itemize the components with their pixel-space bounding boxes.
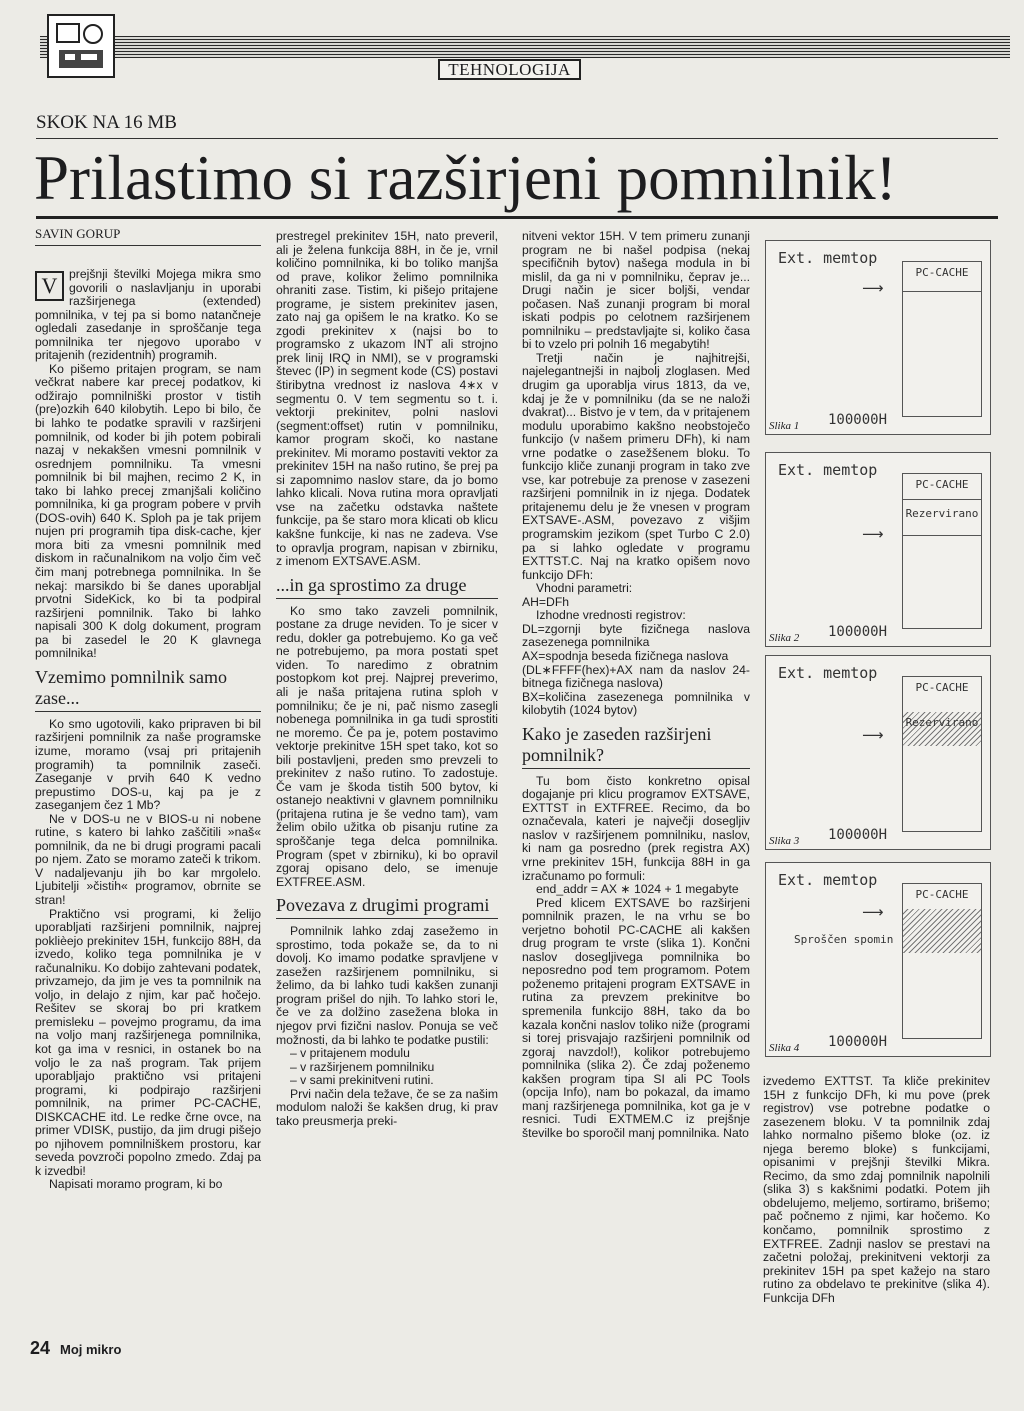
reserved-label: Rezervirano — [905, 507, 979, 520]
param-line: (DL∗FFFF(hex)+AX nam da naslov 24-bitnega fizičnega naslova) — [522, 662, 750, 691]
paragraph: Ne v DOS-u ne v BIOS-u ni nobene rutine, s katero bi lahko zaščitili »naš« pomnilnik, da ne bi drugi programi pacali po njem. Zato se moramo zateči k trikom. V nadaljevanju jih bo kar mrgolelo. Ljubitelji »čistih« programov, obrnite se stran! — [35, 811, 261, 907]
figure-slika-2 — [765, 452, 991, 647]
param-line: Izhodne vrednosti registrov: — [536, 608, 686, 623]
figure-slika-4 — [765, 862, 991, 1057]
cache-label: PC-CACHE — [915, 266, 969, 279]
list-item: – v sami prekinitveni rutini. — [290, 1073, 434, 1088]
paragraph: prestregel prekinitev 15H, nato preveril, ali je želena funkcija 88H, in če je, vrnil količino pomnilnika, ki bo toliko manjša od prave, kolikor želimo pomnilnika ohraniti zase. Tistim, ki pišejo pritajene programe, je sistem prekinitev jasen, zato naj ga opišem le na kratko. Ko se zgodi prekinitev x (najsi bo to programsko z ukazom INT ali strojno prek linij IRQ in NMI), se v programski števec (IP) in segment kode (CS) postavi štiribytna vrednost iz naslova 4∗x v segmentu 0. V tem segmentu so t. i. vektorji prekinitev, polni naslovi (segment:offset) rutin v pomnilniku, kamor program skoči, ko nastane prekinitev. Mi moramo postaviti vektor za prekinitev 15H na našo rutino, še prej pa si zapomnimo naslov stare, da jo bomo lahko klicali. Nova rutina mora opravljati vse na začetku odstavka naštete funkcije, pa še staro mora klicati ob klicu kakšne funkcije, ki nas ne zadeva. Vse to opravlja program, napisan v zbirniku, z imenom EXTSAVE.ASM. — [276, 229, 498, 569]
cache-label: PC-CACHE — [915, 888, 969, 901]
article-column-4 — [763, 1075, 990, 1305]
divider — [35, 245, 261, 246]
kicker: SKOK NA 16 MB — [36, 112, 177, 133]
drop-cap: V — [35, 271, 64, 301]
subheading: Vzemimo pomnilnik samo zase... — [35, 667, 261, 712]
address-label: 100000H — [828, 412, 888, 428]
param-line: DL=zgornji byte fizičnega naslova zasezenega pomnilnika — [522, 621, 750, 650]
header-stripe — [40, 36, 1010, 58]
arrow-right-icon: ⟶ — [862, 726, 884, 744]
memory-block — [902, 883, 982, 1039]
section-logo-icon — [47, 14, 115, 78]
paragraph: Napisati moramo program, ki bo — [49, 1177, 223, 1192]
address-label: 100000H — [828, 1034, 888, 1050]
paragraph: Ko smo tako zavzeli pomnilnik, postane za druge neviden. To je sicer v redu, dokler ga potrebujemo. Ko ga več ne potrebujemo, pa mora postati spet viden. To naredimo z obratnim postopkom kot prej. Najprej preverimo, ali je naša pritajena rutina sploh v pomnilniku; če je ni, pač nismo zasegli nobenega pomnilnika in ga tudi sprostiti ne moremo. Če pa je, potem postavimo vektorje prekinitve 15H spet tako, kot so bili postavljeni, preden smo prevzeli to prekinitev z našo rutino. To zadostuje. Če vam je škoda tistih 500 bytov, ki ostanejo neaktivni v glavnem pomnilniku (pritajena rutina je še vedno tam), vam želim obilo užitka ob pisanju rutine za sproščanje tega delca pomnilnika. Program (spet v zbirniku), ki bo opravil zgoraj opisano delo, se imenuje EXTFREE.ASM. — [276, 603, 498, 889]
paragraph: Prvi način dela težave, če se za našim modulom naloži še kakšen drug, ki prav tako preusmerja preki- — [276, 1086, 498, 1128]
address-label: 100000H — [828, 827, 888, 843]
reserved-hatched-area — [903, 712, 981, 746]
paragraph: Praktično vsi programi, ki želijo uporabljati razširjeni pomnilnik, najprej poklièejo prekinitev 15H, funkcijo 88H, da izvedo, koliko tega pomnilnika je v računalniku. Ko dobijo zahtevani podatek, privzamejo, da jim je ves ta pomnilnik na voljo, in delajo z njim, kar pač hočejo. Rešitev se skoraj bo pri kratkem premisleku – povejmo programu, da ima na voljo manj razširjenega pomnilnika, kot ga ima v resnici, in ostanek bo na voljo le za naš program. Tak prijem uporabljajo praktično vsi pritajeni programi, ki podpirajo razširjeni pomnilnik, na primer PC-CACHE, DISKCACHE itd. Le redke črne ovce, na primer VDISK, pustijo, da jim drugi pišejo po njihovem pomnilniškem prostoru, kar seveda povzroči popolno zmedo. Zdaj pa k izvedbi! — [35, 906, 261, 1178]
figure-slika-1 — [765, 240, 991, 435]
article-column-1 — [35, 268, 261, 1192]
reserved-label: Rezervirano — [905, 716, 979, 729]
list-item: – v pritajenem modulu — [290, 1046, 410, 1061]
headline: Prilastimo si razširjeni pomnilnik! — [34, 143, 897, 213]
figure-label: Ext. memtop — [778, 871, 878, 889]
memory-block — [902, 261, 982, 417]
figure-label: Ext. memtop — [778, 664, 878, 682]
cache-label: PC-CACHE — [915, 681, 969, 694]
address-label: 100000H — [828, 624, 888, 640]
article-column-3 — [522, 230, 750, 1140]
paragraph: Tu bom čisto konkretno opisal dogajanje pri klicu programov EXTSAVE, EXTTST in EXTFREE. Recimo, da bo označevala, kateri je največji dosegljiv naslov v razširjenem pomnilniku, naslov, ki nam ga posredno (prek registra AX) vrne prekinitev 15H, funkcija 88H in ga izračunamo po formuli: — [522, 773, 750, 883]
arrow-right-icon: ⟶ — [862, 525, 884, 543]
boundary-line — [902, 535, 982, 536]
figure-caption: Slika 1 — [769, 420, 800, 432]
figure-caption: Slika 4 — [769, 1042, 800, 1054]
memory-block — [902, 676, 982, 832]
figure-label: Ext. memtop — [778, 461, 878, 479]
divider — [36, 216, 998, 219]
boundary-line — [902, 499, 982, 500]
subheading: ...in ga sprostimo za druge — [276, 575, 498, 599]
param-line: AH=DFh — [522, 594, 570, 609]
paragraph: Ko pišemo pritajen program, se nam večkrat nabere kar precej podatkov, ki odžirajo pomnilniški prostor v tistih (pre)ozkih 640 kilobytih. Lepo bi bilo, če bi lahko te podatke spravili v razširjeni pomnilnik, od koder bi jih potem pobirali nazaj v nekakšen vmesni pomnilnik v osrednjem pomnilniku. Ta vmesni pomnilnik bi bil majhen, recimo 2 K, in tako bi lahko precej zmanjšali količino pomnilnika, ki ga program pobere v prvih (DOS-ovih) 640 K. Sploh pa je tak prijem nujen pri programih tipa disk-cache, kjer mora biti za vmesni pomnilnik med diskom in računalnikom na voljo čim več čim manj potrebnega pomnilnika. In še nekaj: marsikdo bi še danes uporabljal prvotni SideKick, ko bi ta podpiral razširjeni pomnilnik. Tako bi lahko napisali 300 K dolg dokument, program pa bi zasedel le 20 K glavnega pomnilnika! — [35, 361, 261, 661]
figure-slika-3 — [765, 655, 991, 850]
article-column-2 — [276, 230, 498, 1128]
paragraph: Tretji način je najhitrejši, najelegantnejši in najbolj zloglasen. Med drugim ga uporablja virus 1813, da ve, kdaj je že v pomnilniku (da se ne naloži dvakrat)... Bistvo je v tem, da v pritajenem modulu uporabimo kakšno neobstoječo funkcijo (v našem primeru DFh), ki nam vrne podatke o zasežšenem bloku. To funkcijo kliče zunanji program in tako zve vse, kar potrebuje za prenose v zasezeni razširjeni pomnilnik in iz njega. Dodatek pritajenemu delu je že vnesen v program EXTSAVE-.ASM, povezavo z višjim programskim jezikom (spet Turbo C 2.0) pa si lahko ogledate v programu EXTTST.C. Naj na kratko opišem novo funkcijo DFh: — [522, 350, 750, 582]
paragraph: prejšnji številki Mojega mikra smo govorili o naslavljanju in uporabi razširjenega (extended) pomnilnika, v tej pa si bomo natančneje ogledali zasedanje in sproščanje tega pomnilnika ter njegovo uporabo v pritajenih (rezidentnih) programih. — [35, 267, 261, 363]
paragraph: Ko smo ugotovili, kako pripraven bi bil razširjeni pomnilnik za naše programske izume, moramo (vsaj pri pritajenih programih) ta pomnilnik zaseči. Zaseganje v prvih 640 K vedno prepustimo DOS-u, kaj pa je z zaseganjem čez 1 Mb? — [35, 716, 261, 813]
freed-label: Sproščen spomin — [794, 933, 894, 946]
paragraph: Pred klicem EXTSAVE bo razširjeni pomnilnik prazen, le na vrhu se bo verjetno bohotil PC-CACHE ali kakšen drug program te vrste (slika 1). Končni naslov dosegljivega pomnilnika bo neposredno pod tem programom. Potem poženemo pritajeni program EXTSAVE in rutina za prevzem prekinitve bo spremenila funkcijo 88H, tako da bo kazala končni naslov toliko niže (programi si torej prisvajajo razširjeni pomnilnik od zgoraj navzdol!), kolikor potrebujemo pomnilnika (slika 2). Če zdaj poženemo kakšen program tipa SI ali PC Tools (opcija Info), nam bo pokazal, da imamo manj razširjenega pomnilnika, kot ga je v resnici. Tudi EXTMEM.C iz prejšnje številke bo sporočil manj pomnilnika. Nato — [522, 895, 750, 1140]
section-tag: TEHNOLOGIJA — [438, 59, 581, 80]
param-line: Vhodni parametri: — [536, 581, 633, 596]
arrow-right-icon: ⟶ — [862, 279, 884, 297]
param-line: AX=spodnja beseda fizičnega naslova — [522, 648, 729, 663]
figure-caption: Slika 2 — [769, 632, 800, 644]
paragraph: Pomnilnik lahko zdaj zasežemo in sprostimo, toda pokaže se, da to ni dovolj. Ko imamo podatke spravljene v zasežen razširjenem pomnilniku, si želimo, da bi lahko tudi kakšen zunanji program prišel do njih. To lahko stori le, če ve za dolžino zasežena bloka in njegov prvi fizični naslov. Ponuja se več možnosti, da bi lahko te podatke pustili: — [276, 924, 498, 1047]
divider — [36, 138, 998, 139]
cache-label: PC-CACHE — [915, 478, 969, 491]
formula: end_addr = AX ∗ 1024 + 1 megabyte — [536, 882, 739, 897]
figure-label: Ext. memtop — [778, 249, 878, 267]
subheading: Povezava z drugimi programi — [276, 895, 498, 919]
magazine-name: Moj mikro — [60, 1342, 122, 1357]
param-line: BX=količina zasezenega pomnilnika v kilobytih (1024 bytov) — [522, 689, 750, 718]
list-item: – v razširjenem pomnilniku — [290, 1059, 435, 1074]
paragraph: izvedemo EXTTST. Ta kliče prekinitev 15H z funkcijo DFh, ki mu pove (prek registrov) vse potrebne podatke o zasezenem bloku. V ta pomnilnik zdaj lahko normalno pišemo bloke (oz. iz njega beremo bloke) s funkcijami, opisanimi v prejšnji številki Mikra. Recimo, da smo zdaj pomnilnik napolnili (slika 3) s kakšnimi podatki. Potem jih obdelujemo, meljemo, sortiramo, brišemo; pač počnemo z njimi, kar hočemo. Ko končamo, pomnilnik sprostimo z EXTFREE. Zadnji naslov se prestavi na začetni položaj, prekinitveni vektorji za prekinitev 15H pa spet kažejo na staro rutino za obdelavo te prekinitve (slika 4). Funkcija DFh — [763, 1074, 990, 1305]
author: SAVIN GORUP — [35, 226, 121, 241]
page-number: 24 — [30, 1338, 51, 1358]
paragraph: nitveni vektor 15H. V tem primeru zunanji program ne bi našel podpisa (nekaj specifičnih bytov) našega modula in bi mislil, da ga ni v pomnilniku, čeprav je... Drugi način je sicer boljši, vendar počasen. Naš zunanji program bi moral iskati podpis po celotnem razširjenem pomnilniku – predstavljajte si, koliko časa bi to vzelo pri polnih 16 megabytih! — [522, 229, 750, 352]
arrow-right-icon: ⟶ — [862, 903, 884, 921]
subheading: Kako je zaseden razširjeni pomnilnik? — [522, 724, 750, 769]
boundary-line — [902, 291, 982, 292]
memory-block — [902, 473, 982, 629]
freed-hatched-area — [903, 909, 981, 953]
figure-caption: Slika 3 — [769, 835, 800, 847]
